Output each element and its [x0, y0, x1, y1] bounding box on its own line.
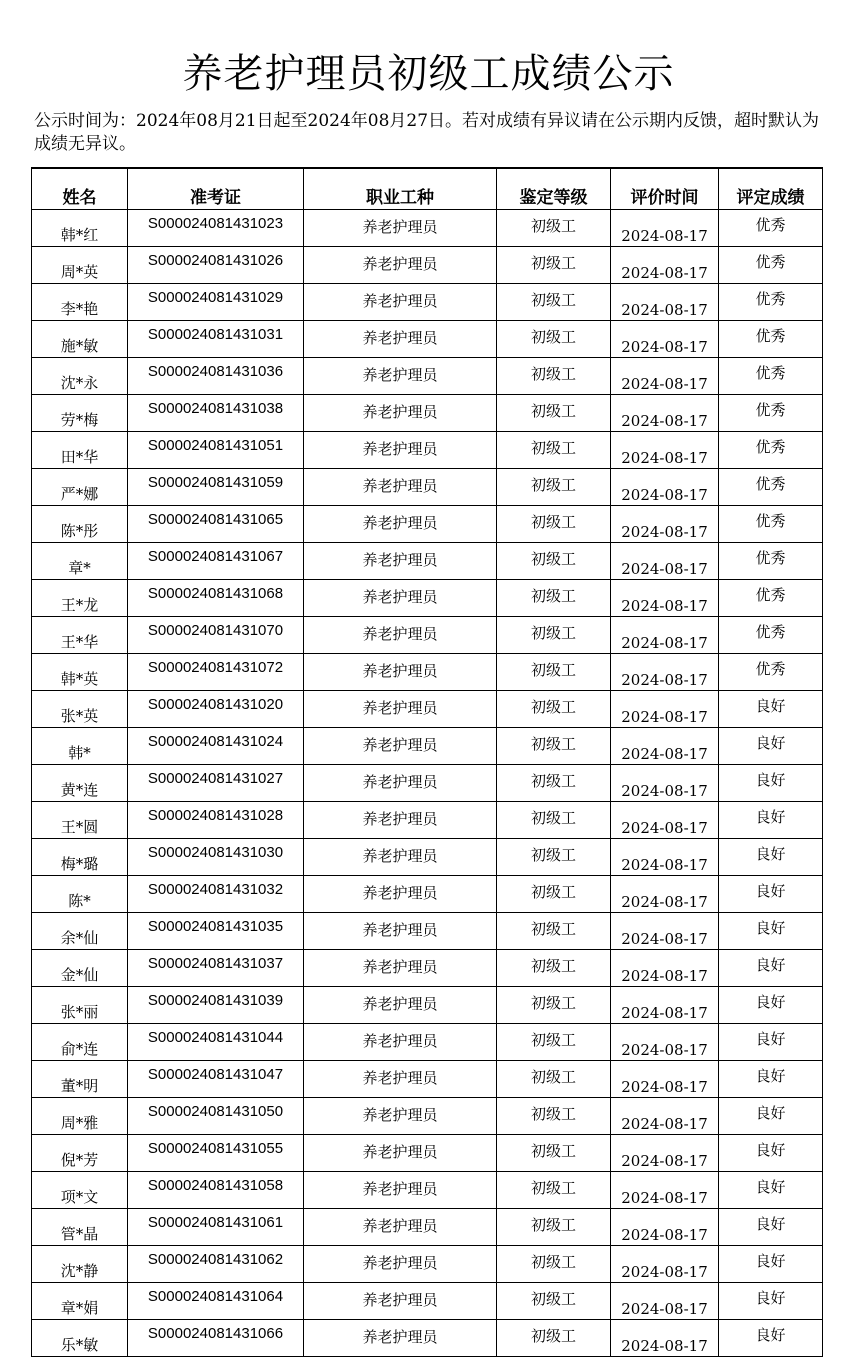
table-row	[32, 1320, 823, 1357]
cell-grade: 良好	[719, 1135, 823, 1172]
cell-grade: 优秀	[719, 506, 823, 543]
cell-level: 初级工	[497, 284, 611, 321]
cell-name: 王*华	[32, 617, 128, 654]
cell-date: 2024-08-17	[611, 1209, 719, 1246]
cell-level: 初级工	[497, 506, 611, 543]
cell-job: 养老护理员	[304, 395, 497, 432]
cell-date: 2024-08-17	[611, 876, 719, 913]
cell-name: 陈*彤	[32, 506, 128, 543]
cell-name: 韩*	[32, 728, 128, 765]
table-row	[32, 1246, 823, 1283]
cell-exam-id: S000024081431044	[128, 1024, 304, 1061]
table-row	[32, 395, 823, 432]
table-row	[32, 1024, 823, 1061]
cell-level: 初级工	[497, 654, 611, 691]
cell-exam-id: S000024081431023	[128, 210, 304, 247]
table-row	[32, 432, 823, 469]
cell-grade: 良好	[719, 987, 823, 1024]
cell-level: 初级工	[497, 543, 611, 580]
results-table	[31, 167, 823, 1357]
cell-name: 张*丽	[32, 987, 128, 1024]
cell-grade: 优秀	[719, 580, 823, 617]
cell-exam-id: S000024081431028	[128, 802, 304, 839]
cell-name: 李*艳	[32, 284, 128, 321]
cell-job: 养老护理员	[304, 617, 497, 654]
cell-exam-id: S000024081431035	[128, 913, 304, 950]
cell-job: 养老护理员	[304, 358, 497, 395]
cell-job: 养老护理员	[304, 839, 497, 876]
cell-level: 初级工	[497, 802, 611, 839]
cell-job: 养老护理员	[304, 469, 497, 506]
cell-exam-id: S000024081431066	[128, 1320, 304, 1357]
cell-date: 2024-08-17	[611, 987, 719, 1024]
cell-job: 养老护理员	[304, 1246, 497, 1283]
cell-level: 初级工	[497, 1283, 611, 1320]
cell-job: 养老护理员	[304, 506, 497, 543]
cell-grade: 良好	[719, 1098, 823, 1135]
cell-date: 2024-08-17	[611, 802, 719, 839]
cell-exam-id: S000024081431068	[128, 580, 304, 617]
cell-exam-id: S000024081431059	[128, 469, 304, 506]
table-row	[32, 284, 823, 321]
cell-job: 养老护理员	[304, 1135, 497, 1172]
cell-level: 初级工	[497, 1024, 611, 1061]
cell-exam-id: S000024081431024	[128, 728, 304, 765]
cell-date: 2024-08-17	[611, 654, 719, 691]
cell-name: 梅*璐	[32, 839, 128, 876]
cell-job: 养老护理员	[304, 1283, 497, 1320]
table-row	[32, 765, 823, 802]
cell-name: 章*娟	[32, 1283, 128, 1320]
cell-grade: 良好	[719, 765, 823, 802]
cell-date: 2024-08-17	[611, 543, 719, 580]
header-job: 职业工种	[304, 168, 497, 210]
cell-grade: 良好	[719, 1320, 823, 1357]
cell-level: 初级工	[497, 1098, 611, 1135]
cell-grade: 良好	[719, 876, 823, 913]
cell-job: 养老护理员	[304, 247, 497, 284]
cell-name: 俞*连	[32, 1024, 128, 1061]
cell-job: 养老护理员	[304, 1098, 497, 1135]
cell-date: 2024-08-17	[611, 432, 719, 469]
cell-exam-id: S000024081431032	[128, 876, 304, 913]
cell-name: 倪*芳	[32, 1135, 128, 1172]
cell-grade: 良好	[719, 691, 823, 728]
cell-date: 2024-08-17	[611, 913, 719, 950]
table-row	[32, 691, 823, 728]
cell-job: 养老护理员	[304, 284, 497, 321]
cell-level: 初级工	[497, 1172, 611, 1209]
cell-grade: 优秀	[719, 654, 823, 691]
cell-exam-id: S000024081431061	[128, 1209, 304, 1246]
cell-exam-id: S000024081431058	[128, 1172, 304, 1209]
cell-name: 施*敏	[32, 321, 128, 358]
table-row	[32, 247, 823, 284]
cell-grade: 良好	[719, 1024, 823, 1061]
cell-name: 韩*英	[32, 654, 128, 691]
cell-name: 王*圆	[32, 802, 128, 839]
cell-date: 2024-08-17	[611, 1172, 719, 1209]
cell-name: 严*娜	[32, 469, 128, 506]
cell-job: 养老护理员	[304, 913, 497, 950]
cell-date: 2024-08-17	[611, 1246, 719, 1283]
cell-level: 初级工	[497, 210, 611, 247]
cell-grade: 良好	[719, 802, 823, 839]
cell-date: 2024-08-17	[611, 395, 719, 432]
cell-level: 初级工	[497, 950, 611, 987]
cell-exam-id: S000024081431050	[128, 1098, 304, 1135]
cell-name: 沈*静	[32, 1246, 128, 1283]
cell-level: 初级工	[497, 1246, 611, 1283]
table-row	[32, 321, 823, 358]
header-date: 评价时间	[611, 168, 719, 210]
cell-grade: 优秀	[719, 543, 823, 580]
cell-date: 2024-08-17	[611, 469, 719, 506]
cell-level: 初级工	[497, 321, 611, 358]
cell-job: 养老护理员	[304, 765, 497, 802]
cell-name: 劳*梅	[32, 395, 128, 432]
table-row	[32, 358, 823, 395]
cell-name: 管*晶	[32, 1209, 128, 1246]
cell-exam-id: S000024081431070	[128, 617, 304, 654]
table-row	[32, 1098, 823, 1135]
cell-grade: 优秀	[719, 395, 823, 432]
cell-job: 养老护理员	[304, 691, 497, 728]
cell-exam-id: S000024081431047	[128, 1061, 304, 1098]
header-name: 姓名	[32, 168, 128, 210]
cell-date: 2024-08-17	[611, 1135, 719, 1172]
cell-level: 初级工	[497, 765, 611, 802]
cell-job: 养老护理员	[304, 1209, 497, 1246]
table-row	[32, 876, 823, 913]
cell-grade: 优秀	[719, 210, 823, 247]
table-row	[32, 543, 823, 580]
cell-level: 初级工	[497, 913, 611, 950]
cell-name: 韩*红	[32, 210, 128, 247]
cell-exam-id: S000024081431039	[128, 987, 304, 1024]
cell-exam-id: S000024081431051	[128, 432, 304, 469]
cell-job: 养老护理员	[304, 543, 497, 580]
cell-name: 余*仙	[32, 913, 128, 950]
cell-exam-id: S000024081431029	[128, 284, 304, 321]
cell-grade: 优秀	[719, 469, 823, 506]
cell-name: 王*龙	[32, 580, 128, 617]
cell-job: 养老护理员	[304, 654, 497, 691]
cell-name: 沈*永	[32, 358, 128, 395]
header-exam-id: 准考证	[128, 168, 304, 210]
cell-exam-id: S000024081431072	[128, 654, 304, 691]
cell-grade: 良好	[719, 1172, 823, 1209]
cell-exam-id: S000024081431020	[128, 691, 304, 728]
cell-date: 2024-08-17	[611, 1098, 719, 1135]
cell-grade: 优秀	[719, 617, 823, 654]
cell-date: 2024-08-17	[611, 321, 719, 358]
cell-job: 养老护理员	[304, 580, 497, 617]
cell-name: 周*英	[32, 247, 128, 284]
cell-grade: 良好	[719, 913, 823, 950]
table-row	[32, 839, 823, 876]
cell-exam-id: S000024081431038	[128, 395, 304, 432]
cell-grade: 良好	[719, 1283, 823, 1320]
table-row	[32, 950, 823, 987]
cell-grade: 良好	[719, 1061, 823, 1098]
cell-grade: 良好	[719, 950, 823, 987]
cell-level: 初级工	[497, 1209, 611, 1246]
cell-job: 养老护理员	[304, 876, 497, 913]
cell-grade: 良好	[719, 728, 823, 765]
cell-job: 养老护理员	[304, 210, 497, 247]
cell-level: 初级工	[497, 395, 611, 432]
cell-level: 初级工	[497, 358, 611, 395]
cell-name: 乐*敏	[32, 1320, 128, 1357]
cell-job: 养老护理员	[304, 987, 497, 1024]
cell-job: 养老护理员	[304, 950, 497, 987]
cell-date: 2024-08-17	[611, 1061, 719, 1098]
table-row	[32, 802, 823, 839]
cell-date: 2024-08-17	[611, 1283, 719, 1320]
cell-job: 养老护理员	[304, 432, 497, 469]
cell-exam-id: S000024081431065	[128, 506, 304, 543]
cell-exam-id: S000024081431026	[128, 247, 304, 284]
cell-date: 2024-08-17	[611, 358, 719, 395]
cell-level: 初级工	[497, 691, 611, 728]
notice-text: 公示时间为：2024年08月21日起至2024年08月27日。若对成绩有异议请在公示期内反馈，超时默认为成绩无异议。	[34, 111, 820, 154]
cell-grade: 优秀	[719, 247, 823, 284]
table-row	[32, 617, 823, 654]
page-title: 养老护理员初级工成绩公示	[182, 51, 675, 97]
table-row	[32, 1172, 823, 1209]
cell-level: 初级工	[497, 728, 611, 765]
cell-exam-id: S000024081431037	[128, 950, 304, 987]
cell-job: 养老护理员	[304, 1172, 497, 1209]
table-row	[32, 1209, 823, 1246]
cell-date: 2024-08-17	[611, 691, 719, 728]
table-row	[32, 1135, 823, 1172]
header-grade: 评定成绩	[719, 168, 823, 210]
cell-date: 2024-08-17	[611, 950, 719, 987]
cell-level: 初级工	[497, 617, 611, 654]
cell-level: 初级工	[497, 432, 611, 469]
cell-grade: 良好	[719, 1246, 823, 1283]
cell-name: 章*	[32, 543, 128, 580]
cell-date: 2024-08-17	[611, 506, 719, 543]
cell-level: 初级工	[497, 1135, 611, 1172]
cell-exam-id: S000024081431036	[128, 358, 304, 395]
table-row	[32, 1283, 823, 1320]
cell-job: 养老护理员	[304, 1320, 497, 1357]
cell-job: 养老护理员	[304, 1061, 497, 1098]
cell-name: 金*仙	[32, 950, 128, 987]
table-row	[32, 913, 823, 950]
cell-exam-id: S000024081431031	[128, 321, 304, 358]
cell-exam-id: S000024081431055	[128, 1135, 304, 1172]
cell-date: 2024-08-17	[611, 617, 719, 654]
cell-level: 初级工	[497, 247, 611, 284]
cell-grade: 优秀	[719, 358, 823, 395]
cell-date: 2024-08-17	[611, 1320, 719, 1357]
cell-level: 初级工	[497, 876, 611, 913]
table-row	[32, 506, 823, 543]
table-row	[32, 1061, 823, 1098]
cell-name: 黄*连	[32, 765, 128, 802]
cell-exam-id: S000024081431027	[128, 765, 304, 802]
cell-grade: 优秀	[719, 321, 823, 358]
cell-level: 初级工	[497, 469, 611, 506]
table-row	[32, 987, 823, 1024]
cell-grade: 良好	[719, 839, 823, 876]
cell-name: 周*雅	[32, 1098, 128, 1135]
cell-grade: 优秀	[719, 432, 823, 469]
cell-level: 初级工	[497, 1320, 611, 1357]
cell-date: 2024-08-17	[611, 284, 719, 321]
cell-level: 初级工	[497, 1061, 611, 1098]
table-row	[32, 728, 823, 765]
cell-level: 初级工	[497, 580, 611, 617]
table-row	[32, 654, 823, 691]
cell-job: 养老护理员	[304, 321, 497, 358]
cell-level: 初级工	[497, 987, 611, 1024]
cell-date: 2024-08-17	[611, 765, 719, 802]
table-row	[32, 580, 823, 617]
cell-name: 陈*	[32, 876, 128, 913]
cell-name: 张*英	[32, 691, 128, 728]
cell-job: 养老护理员	[304, 1024, 497, 1061]
cell-name: 董*明	[32, 1061, 128, 1098]
cell-grade: 优秀	[719, 284, 823, 321]
table-row	[32, 469, 823, 506]
cell-level: 初级工	[497, 839, 611, 876]
cell-date: 2024-08-17	[611, 1024, 719, 1061]
cell-date: 2024-08-17	[611, 728, 719, 765]
cell-job: 养老护理员	[304, 802, 497, 839]
cell-name: 田*华	[32, 432, 128, 469]
table-header-row	[32, 168, 823, 210]
cell-name: 项*文	[32, 1172, 128, 1209]
cell-grade: 良好	[719, 1209, 823, 1246]
cell-date: 2024-08-17	[611, 580, 719, 617]
cell-exam-id: S000024081431067	[128, 543, 304, 580]
cell-date: 2024-08-17	[611, 839, 719, 876]
cell-exam-id: S000024081431030	[128, 839, 304, 876]
header-level: 鉴定等级	[497, 168, 611, 210]
cell-date: 2024-08-17	[611, 247, 719, 284]
cell-exam-id: S000024081431062	[128, 1246, 304, 1283]
cell-job: 养老护理员	[304, 728, 497, 765]
table-row	[32, 210, 823, 247]
cell-date: 2024-08-17	[611, 210, 719, 247]
cell-exam-id: S000024081431064	[128, 1283, 304, 1320]
